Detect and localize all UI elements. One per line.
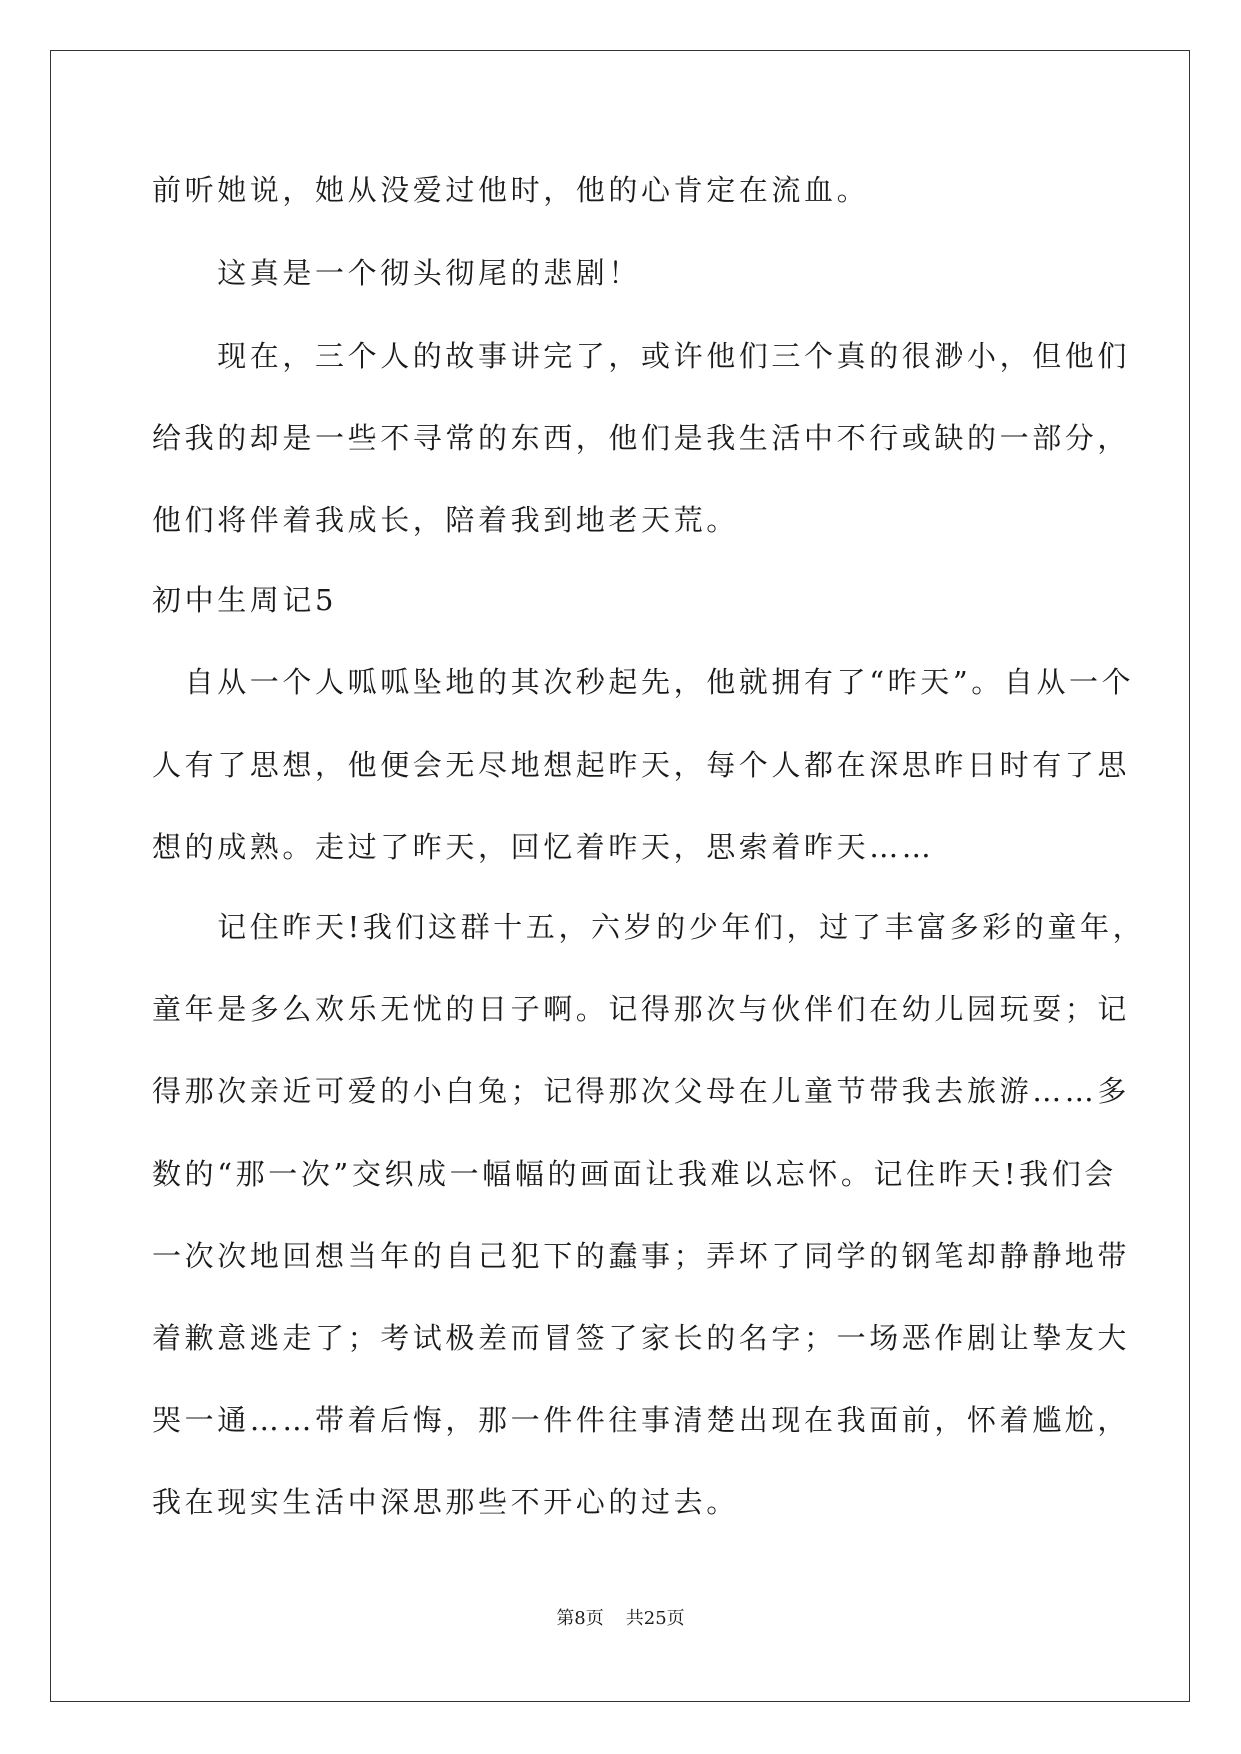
text-line: 着歉意逃走了；考试极差而冒签了家长的名字；一场恶作剧让挚友大	[152, 1321, 1131, 1355]
text-line: 数的“那一次”交织成一幅幅的画面让我难以忘怀。记住昨天!我们会	[152, 1157, 1117, 1191]
text-line: 想的成熟。走过了昨天，回忆着昨天，思索着昨天……	[152, 830, 935, 864]
page-footer	[0, 1607, 1241, 1631]
text-line: 哭一通……带着后悔，那一件件往事清楚出现在我面前，怀着尴尬，	[152, 1403, 1131, 1437]
page-number: 第8页	[556, 1608, 604, 1629]
text-line: 得那次亲近可爱的小白兔；记得那次父母在儿童节带我去旅游……多	[152, 1074, 1131, 1108]
text-line: 现在，三个人的故事讲完了，或许他们三个真的很渺小，但他们	[152, 339, 1131, 373]
text-line: 童年是多么欢乐无忧的日子啊。记得那次与伙伴们在幼儿园玩耍；记	[152, 992, 1131, 1026]
text-line: 记住昨天!我们这群十五，六岁的少年们，过了丰富多彩的童年，	[152, 910, 1146, 944]
text-line: 给我的却是一些不寻常的东西，他们是我生活中不行或缺的一部分，	[152, 421, 1131, 455]
text-line: 这真是一个彻头彻尾的悲剧！	[152, 256, 642, 290]
text-line: 人有了思想，他便会无尽地想起昨天，每个人都在深思昨日时有了思	[152, 748, 1131, 782]
page-border	[50, 50, 1190, 1702]
text-line: 我在现实生活中深思那些不开心的过去。	[152, 1485, 739, 1519]
text-line: 一次次地回想当年的自己犯下的蠢事；弄坏了同学的钢笔却静静地带	[152, 1239, 1131, 1273]
text-line: 自从一个人呱呱坠地的其次秒起先，他就拥有了“昨天”。自从一个	[152, 665, 1135, 699]
section-heading: 初中生周记5	[152, 583, 338, 617]
page-total: 共25页	[625, 1608, 685, 1629]
text-line: 他们将伴着我成长，陪着我到地老天荒。	[152, 503, 739, 537]
text-line: 前听她说，她从没爱过他时，他的心肯定在流血。	[152, 173, 870, 207]
